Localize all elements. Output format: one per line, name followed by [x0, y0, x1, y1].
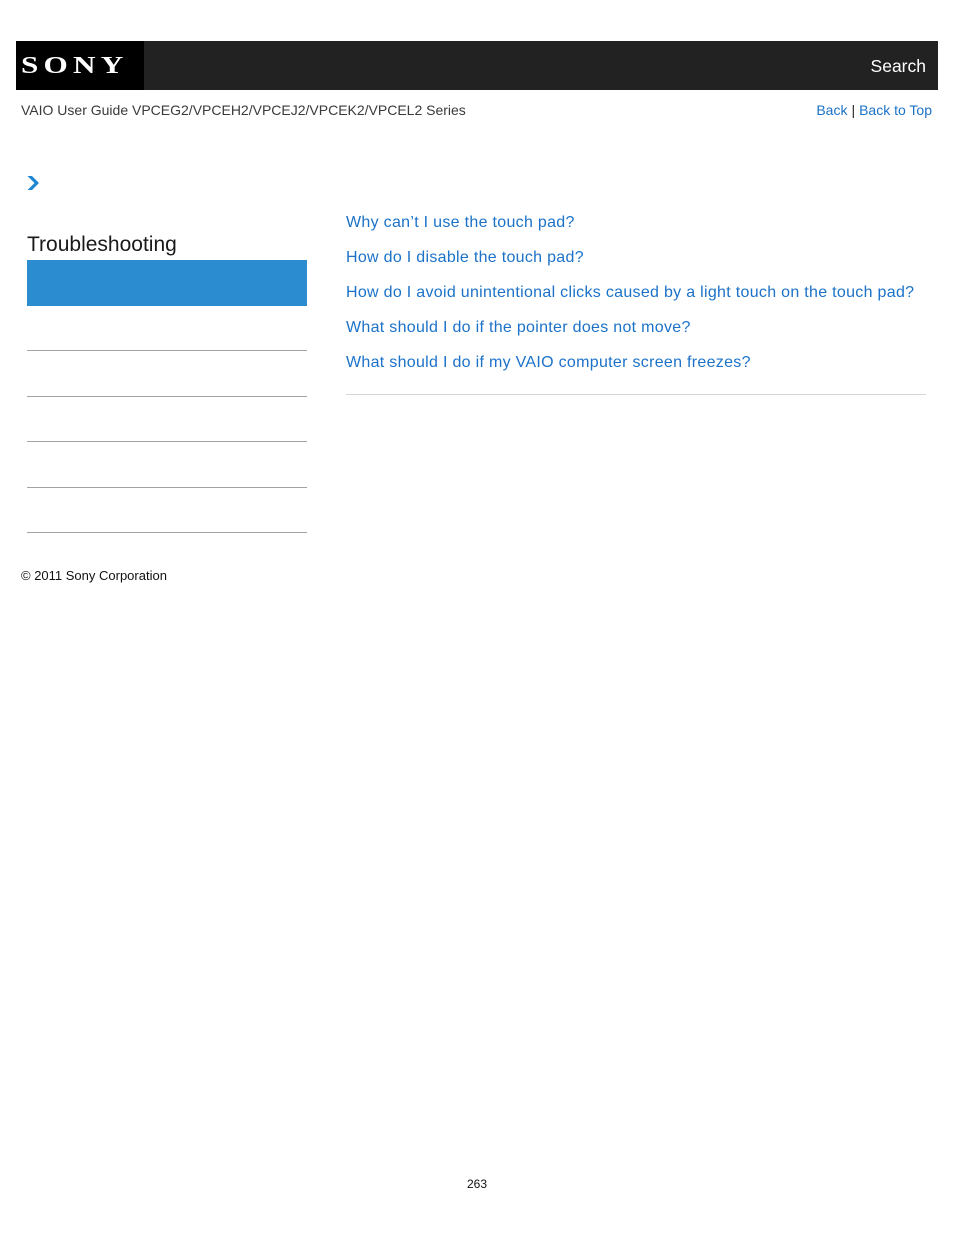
list-item [346, 310, 926, 345]
topic-link-pointer-does-not-move[interactable]: What should I do if the pointer does not move? [346, 319, 691, 336]
sidebar-item[interactable] [27, 488, 307, 534]
topic-link-avoid-unintentional-clicks[interactable]: How do I avoid unintentional clicks caused by a light touch on the touch pad? [346, 284, 915, 301]
chevron-right-icon [26, 176, 40, 190]
guide-bar [21, 101, 932, 119]
content-divider [346, 394, 926, 395]
sidebar-item-selected[interactable] [27, 260, 307, 306]
back-to-top-link[interactable]: Back to Top [859, 102, 932, 118]
sidebar-item[interactable] [27, 442, 307, 488]
sidebar-heading: Troubleshooting [27, 233, 177, 256]
sidebar-item[interactable] [27, 351, 307, 397]
sidebar-item[interactable] [27, 306, 307, 352]
nav-separator: | [851, 102, 856, 118]
topic-link-disable-touch-pad[interactable]: How do I disable the touch pad? [346, 249, 584, 266]
topic-link-cannot-use-touch-pad[interactable]: Why can’t I use the touch pad? [346, 214, 575, 231]
sony-logo-text: SONY [21, 53, 129, 79]
guide-title: VAIO User Guide VPCEG2/VPCEH2/VPCEJ2/VPCEK2/VPCEL2 Series [21, 102, 466, 118]
list-item [346, 240, 926, 275]
sony-logo [16, 41, 144, 90]
breadcrumb-link[interactable] [26, 176, 40, 190]
back-link[interactable]: Back [816, 102, 848, 118]
sidebar-nav [27, 260, 307, 533]
sidebar-item[interactable] [27, 397, 307, 443]
list-item [346, 275, 926, 310]
topic-list [346, 205, 926, 380]
page-number: 263 [466, 1177, 488, 1191]
topic-link-screen-freezes[interactable]: What should I do if my VAIO computer screen freezes? [346, 354, 751, 371]
list-item [346, 205, 926, 240]
topic-content [346, 205, 926, 395]
search-button[interactable]: Search [870, 56, 926, 76]
copyright-text: © 2011 Sony Corporation [21, 568, 167, 583]
guide-nav [816, 101, 932, 119]
breadcrumb [26, 176, 40, 190]
list-item [346, 345, 926, 380]
header-bar [16, 41, 938, 90]
